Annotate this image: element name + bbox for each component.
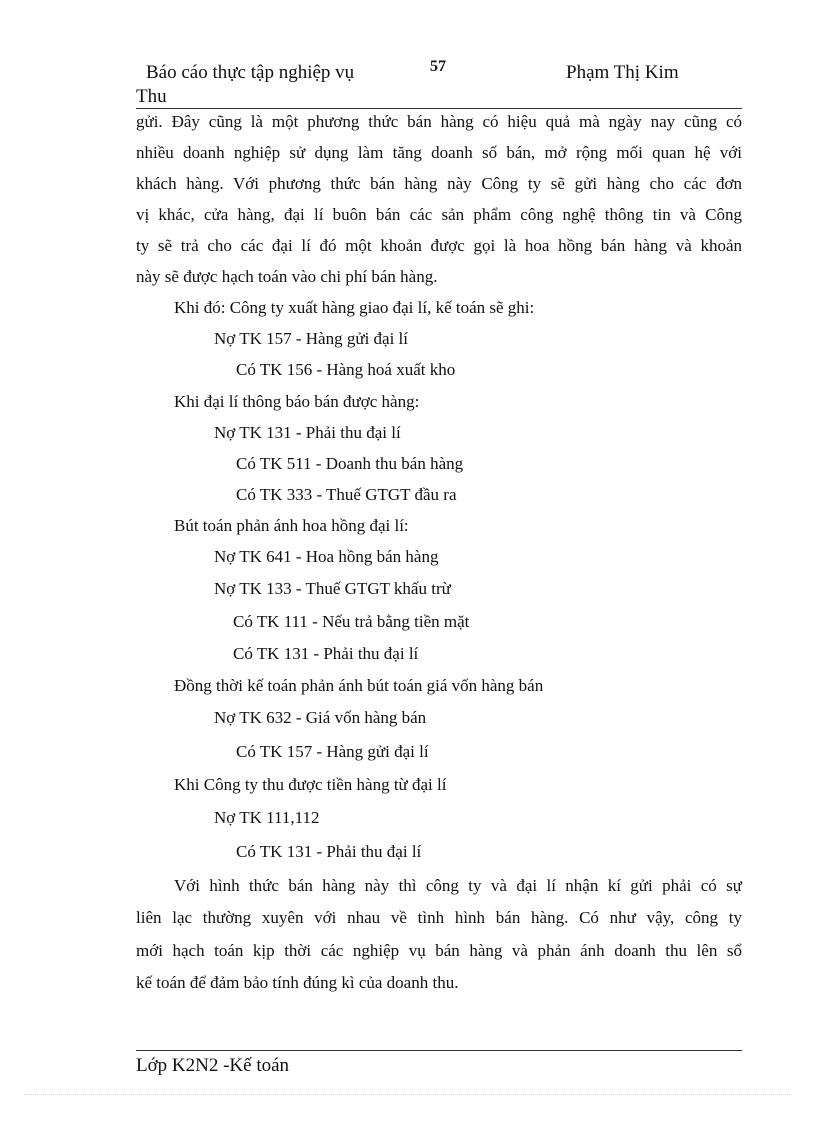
debit-entry: Nợ TK 133 - Thuế GTGT khấu trừ <box>214 579 451 598</box>
paragraph-line: khách hàng. Với phương thức bán hàng này Công ty sẽ gửi hàng cho các đơn <box>136 174 742 193</box>
debit-entry: Nợ TK 111,112 <box>214 808 320 827</box>
paragraph-line: Với hình thức bán hàng này thì công ty và đại lí nhận kí gửi phải có sự <box>174 876 742 895</box>
entry-intro: Bút toán phản ánh hoa hồng đại lí: <box>174 516 409 535</box>
debit-entry: Nợ TK 131 - Phải thu đại lí <box>214 423 401 442</box>
entry-intro: Đồng thời kế toán phản ánh bút toán giá vốn hàng bán <box>174 676 544 695</box>
paragraph-line: gửi. Đây cũng là một phương thức bán hàng có hiệu quả mà ngày nay cũng có <box>136 112 742 131</box>
header-author-continuation: Thu <box>136 86 167 107</box>
credit-entry: Có TK 511 - Doanh thu bán hàng <box>236 454 464 473</box>
paragraph-line: này sẽ được hạch toán vào chi phí bán hàng. <box>136 267 438 286</box>
credit-entry: Có TK 333 - Thuế GTGT đầu ra <box>236 485 457 504</box>
credit-entry: Có TK 157 - Hàng gửi đại lí <box>236 742 429 761</box>
credit-entry: Có TK 131 - Phải thu đại lí <box>233 644 419 663</box>
footer-class-label: Lớp K2N2 -Kế toán <box>136 1055 290 1076</box>
credit-entry: Có TK 131 - Phải thu đại lí <box>236 842 422 861</box>
entry-intro: Khi Công ty thu được tiền hàng từ đại lí <box>174 775 447 794</box>
debit-entry: Nợ TK 641 - Hoa hồng bán hàng <box>214 547 439 566</box>
entry-intro: Khi đó: Công ty xuất hàng giao đại lí, kế toán sẽ ghi: <box>174 298 535 317</box>
entry-intro: Khi đại lí thông báo bán được hàng: <box>174 392 420 411</box>
paragraph-line: vị khác, cửa hàng, đại lí buôn bán các sản phẩm công nghệ thông tin và Công <box>136 205 742 224</box>
debit-entry: Nợ TK 632 - Giá vốn hàng bán <box>214 708 427 727</box>
header-author: Phạm Thị Kim <box>566 62 679 83</box>
paragraph-line: liên lạc thường xuyên với nhau về tình hình bán hàng. Có như vậy, công ty <box>136 908 742 927</box>
debit-entry: Nợ TK 157 - Hàng gửi đại lí <box>214 329 409 348</box>
paragraph-line: ty sẽ trả cho các đại lí đó một khoản được gọi là hoa hồng bán hàng và khoản <box>136 236 742 255</box>
paragraph-line: nhiều doanh nghiệp sử dụng làm tăng doanh số bán, mở rộng mối quan hệ với <box>136 143 742 162</box>
paragraph-line: kế toán để đảm bảo tính đúng kì của doanh thu. <box>136 973 459 992</box>
header-rule <box>136 108 742 109</box>
credit-entry: Có TK 156 - Hàng hoá xuất kho <box>236 360 456 379</box>
header-report-title: Báo cáo thực tập nghiệp vụ <box>146 62 355 83</box>
page-boundary <box>24 1094 792 1095</box>
page-number: 57 <box>430 58 446 75</box>
paragraph-line: mới hạch toán kịp thời các nghiệp vụ bán hàng và phản ánh doanh thu lên sổ <box>136 941 742 960</box>
footer-rule <box>136 1050 742 1051</box>
credit-entry: Có TK 111 - Nếu trả bằng tiền mặt <box>233 612 470 631</box>
